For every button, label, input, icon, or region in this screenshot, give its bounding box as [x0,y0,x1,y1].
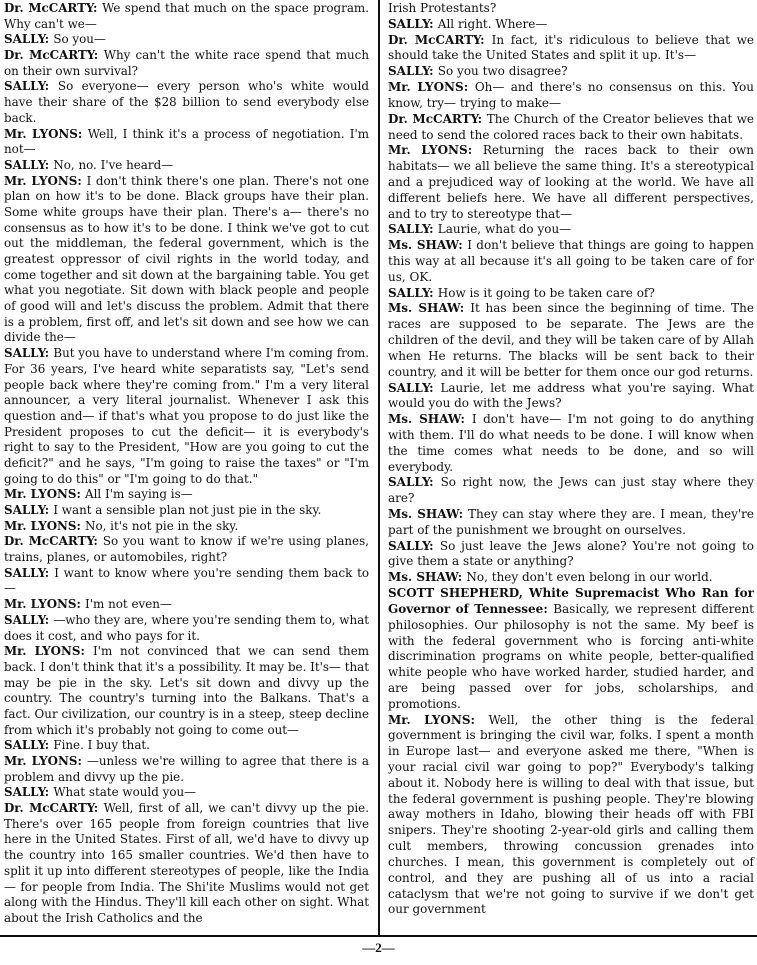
speaker-name: Mr. LYONS [4,487,77,502]
speaker-name: Ms. SHAW [388,507,459,521]
transcript-paragraph [4,487,369,503]
speech-text: All I'm saying is— [85,487,193,502]
speech-text: No, it's not pie in the sky. [85,518,239,533]
speech-text: —unless we're willing to agree that there is a problem and divvy up the pie. [4,754,370,784]
speaker-name: Ms. SHAW [388,570,458,585]
transcript-paragraph [388,238,754,285]
speaker-colon: : [44,612,54,627]
speaker-name: Dr. McCARTY [4,1,93,15]
transcript-paragraph [388,507,754,539]
speaker-name: SALLY [388,64,430,79]
speaker-colon: : [77,126,88,141]
speech-text: So everyone— every person who's white would have their share of the $28 billion to send everybody else back. [4,79,370,125]
speaker-colon: : [44,32,54,47]
speaker-name: Dr. McCARTY [4,534,94,549]
speaker-name: Dr. McCARTY [4,48,94,63]
speech-text: I want to know where you're sending them back to— [4,565,370,596]
transcript-paragraph [4,566,369,597]
speaker-name: Mr. LYONS [4,644,81,659]
speech-text: Laurie, let me address what you're saying. What would you do with the Jews? [388,380,754,411]
speaker-name: SALLY [4,79,45,94]
speech-text: So you want to know if we're using planes, trains, planes, or automobiles, right? [4,534,369,565]
speaker-colon: : [463,80,475,95]
bottom-rule [0,935,757,937]
speaker-name: Mr. LYONS [4,754,78,768]
speaker-colon: : [76,597,86,612]
speech-text: Returning the races back to their own habitats— we all believe the same thing. It's a stereotypical and a prejudiced way of looking at the world. We have all different beliefs here. We have all different perspectives, and to try to stereotype that— [388,143,755,221]
speaker-name: Mr. LYONS [388,80,464,95]
speech-text: Well, first of all, we can't divvy up the pie. There's over 165 people from foreign countries that live here in the United States. First of all, we'd have to divvy up the country into 165 smaller countries. We'd then have to split it up into different stereotypes of people, like the India— for people from India. The Shi'ite Muslims would not get along with the Hindus. They'll kill each other on sight. What about the Irish Catholics and the [4,801,369,925]
speech-text: No, they don't even belong in our world. [466,570,713,585]
speaker-colon: : [93,534,103,549]
speech-text: So right now, the Jews can just stay where they are? [388,475,755,506]
speech-text: So you two disagree? [437,64,568,79]
speech-text: Why can't the white race spend that much on their own survival? [4,48,369,78]
speech-text: —who they are, where you're sending them to, what does it cost, and who pays for it. [4,612,369,643]
transcript-paragraph [4,346,369,487]
speaker-name: Mr. LYONS [4,518,77,533]
transcript-paragraph [388,143,754,222]
speech-text: I'm not convinced that we can send them back. I don't think that it's a possibility. It may be. It's— that may be pie in the sky. Let's sit down and divvy up the country. The country's turning into the Balkans. That's a fact. Our civilization, our country is in a steep, steep decline from which it's probably not going to come out— [4,644,370,737]
transcript-paragraph [388,33,754,65]
speaker-name: Ms. SHAW [388,238,459,253]
speaker-colon: : [458,238,468,253]
speech-text: Basically, we represent different philosophies. Our philosophy is not the same. My beef is with the federal government who is forcing anti-white discrimination programs on white people, better-qualified white people who have worked harder, studied harder, and are being passed over for jobs, scholarships, and promotions. [388,601,755,711]
transcript-paragraph [4,519,369,535]
speaker-name: Mr. LYONS [4,597,77,612]
transcript-paragraph [388,64,754,80]
speaker-colon: : [80,644,93,659]
speaker-name: SALLY [4,565,45,580]
transcript-paragraph [4,1,369,32]
left-column [4,1,369,927]
speaker-colon: : [467,143,483,158]
speaker-colon: : [44,157,54,172]
transcript-paragraph [4,597,369,613]
speech-text: They can stay where they are. I mean, they're part of the punishment we brought on ourselves. [388,507,754,537]
speaker-name: SALLY [4,32,45,47]
transcript-paragraph [4,503,369,519]
speaker-name: SALLY [388,285,430,300]
transcript-paragraph [388,570,754,586]
speaker-colon: : [429,538,440,553]
speaker-colon: : [480,32,492,47]
speaker-colon: : [458,507,469,521]
transcript-paragraph [4,174,369,347]
transcript-paragraph [4,754,369,785]
right-column [388,1,754,918]
speaker-colon: : [92,1,103,15]
speaker-name: Mr. LYONS [388,143,468,158]
speaker-colon: : [93,801,104,816]
speaker-colon: : [429,380,441,395]
speech-text: So you— [53,32,106,47]
transcript-paragraph [4,48,369,79]
speaker-colon: : [543,601,554,616]
transcript-paragraph [4,127,369,158]
speaker-colon: : [93,48,104,63]
speaker-name: Dr. McCARTY [4,801,94,816]
speaker-name: SALLY [4,785,45,800]
speaker-name: SCOTT SHEPHERD, White Supremacist Who Ran for Governor of Tennessee [388,586,754,616]
speaker-colon: : [44,738,54,753]
speech-text: I don't have— I'm not going to do anything with them. I'll do what needs to be done. I will know when the time comes what needs to be done, and so will everybody. [388,412,754,474]
speech-text: No, no. I've heard— [53,157,174,172]
speaker-name: SALLY [388,538,430,553]
speaker-colon: : [470,712,489,727]
transcript-paragraph [388,412,754,475]
speech-text: Irish Protestants? [388,1,497,15]
speaker-name: SALLY [388,16,430,31]
transcript-paragraph [388,286,754,302]
transcript-paragraph [388,17,754,33]
speaker-colon: : [44,346,54,361]
speech-text: In fact, it's ridiculous to believe that we should take the United States and split it up. It's— [388,32,755,63]
transcript-paragraph [388,112,754,144]
speaker-name: SALLY [4,612,45,627]
speaker-colon: : [429,475,441,490]
speaker-name: Mr. LYONS [4,173,78,188]
speech-text: Well, the other thing is the federal government is bringing the civil war, folks. I spent a month in Europe last— and everyone asked me there, "When is your racial civil war going to pop?" Everybody's talking about it. Nobody here is willing to deal with that issue, but the federal government is pushing people. They're blowing away mothers in Idaho, blowing their heads off with FBI snipers. They're shooting 2-year-old girls and calling them cult members, throwing concussion grenades into churches. I mean, this government is completely out of control, and they are pushing all of us into a racial cataclysm that we're not going to survive if we don't get our government [388,712,754,917]
speaker-colon: : [76,518,86,533]
transcript-paragraph [388,475,754,507]
speech-text: We spend that much on the space program. Why can't we— [4,1,369,31]
speech-text: What state would you— [53,785,197,800]
speaker-name: Mr. LYONS [4,126,78,141]
transcript-paragraph [388,222,754,238]
speech-text: I don't think there's one plan. There's not one plan on how it's to be done. Black groups have their plan. Some white groups have their plan. There's a— there's no consensus as to how it's to be done. I think we've got to cut out the middleman, the federal government, which is the greatest oppressor of civil rights in the world today, and come together and sit down at the bargaining table. You get what you negotiate. Sit down with black people and people of good will and let's discuss the problem. Admit that there is a problem, first off, and let's sit down and see how we can divide the— [4,173,370,345]
speaker-name: Ms. SHAW [388,412,461,427]
speech-text: Oh— and there's no consensus on this. You know, try— trying to make— [388,80,754,110]
speech-text: It has been since the beginning of time. The races are supposed to be separate. The Jews are the children of the devil, and they will be taken care of by Allah when He returns. The blacks will be sent back to their country, and it will be better for them once our god returns. [388,301,754,379]
speaker-name: SALLY [4,346,45,361]
speaker-name: Dr. McCARTY [388,111,478,126]
transcript-paragraph [4,738,369,754]
column-divider [378,0,380,935]
speaker-colon: : [459,301,471,316]
speaker-colon: : [457,570,467,585]
speaker-name: SALLY [388,475,430,490]
speaker-colon: : [44,503,54,517]
speaker-colon: : [76,487,86,502]
transcript-paragraph [4,158,369,174]
speech-text: I don't believe that things are going to happen this way at all because it's all going to be taken care of for us, OK. [388,238,754,284]
speaker-colon: : [429,64,438,79]
speaker-name: SALLY [4,738,45,753]
speech-text: But you have to understand where I'm coming from. For 36 years, I've heard white separatists say, "Let's send people back where they're coming from." I'm a very literal announcer, a very literal journalist. Whenever I ask this question and— if that's what you propose to do just like the President proposes to cut the deficit— it is everybody's right to say to the President, "How are you going to cut the deficit?" and he says, "I'm going to raise the taxes" or "I'm going to do this" or "I'm going to do that." [4,346,369,486]
transcript-paragraph [4,79,369,126]
speaker-colon: : [460,412,472,427]
page-number: —2— [362,940,395,955]
speech-text: I want a sensible plan not just pie in the sky. [53,503,322,517]
transcript-paragraph [388,381,754,413]
transcript-paragraph [388,539,754,571]
speaker-colon: : [429,16,438,31]
transcript-paragraph [4,32,369,48]
speech-text: How is it going to be taken care of? [437,285,655,300]
speaker-name: Ms. SHAW [388,301,460,316]
transcript-paragraph [4,534,369,565]
speech-text: All right. Where— [437,16,548,31]
speech-text: I'm not even— [85,597,172,612]
transcript-paragraph [388,80,754,112]
speaker-colon: : [77,754,87,768]
speech-text: Fine. I buy that. [53,738,150,753]
transcript-paragraph [4,785,369,801]
speech-text: Well, I think it's a process of negotiation. I'm not— [4,126,369,157]
speaker-name: SALLY [4,157,45,172]
speaker-colon: : [77,173,87,188]
transcript-paragraph [4,644,369,738]
transcript-paragraph [388,301,754,380]
speaker-name: Dr. McCARTY [388,32,481,47]
transcript-paragraph [4,801,369,927]
speaker-colon: : [44,565,55,580]
speaker-colon: : [477,111,487,126]
transcript-paragraph [388,713,754,919]
speaker-colon: : [44,79,58,94]
speaker-name: SALLY [388,380,430,395]
speaker-name: SALLY [388,222,430,237]
speech-text: So just leave the Jews alone? You're not going to give them a state or anything? [388,538,754,569]
speaker-colon: : [44,785,54,800]
speaker-colon: : [429,285,438,300]
speech-text: Laurie, what do you— [437,222,572,237]
speech-text: The Church of the Creator believes that we need to send the colored races back to their own habitats. [388,111,755,142]
speaker-name: Mr. LYONS [388,712,471,727]
speaker-colon: : [429,222,438,237]
transcript-paragraph [388,586,754,713]
speaker-name: SALLY [4,503,45,517]
transcript-paragraph [4,613,369,644]
transcript-paragraph [388,1,754,17]
